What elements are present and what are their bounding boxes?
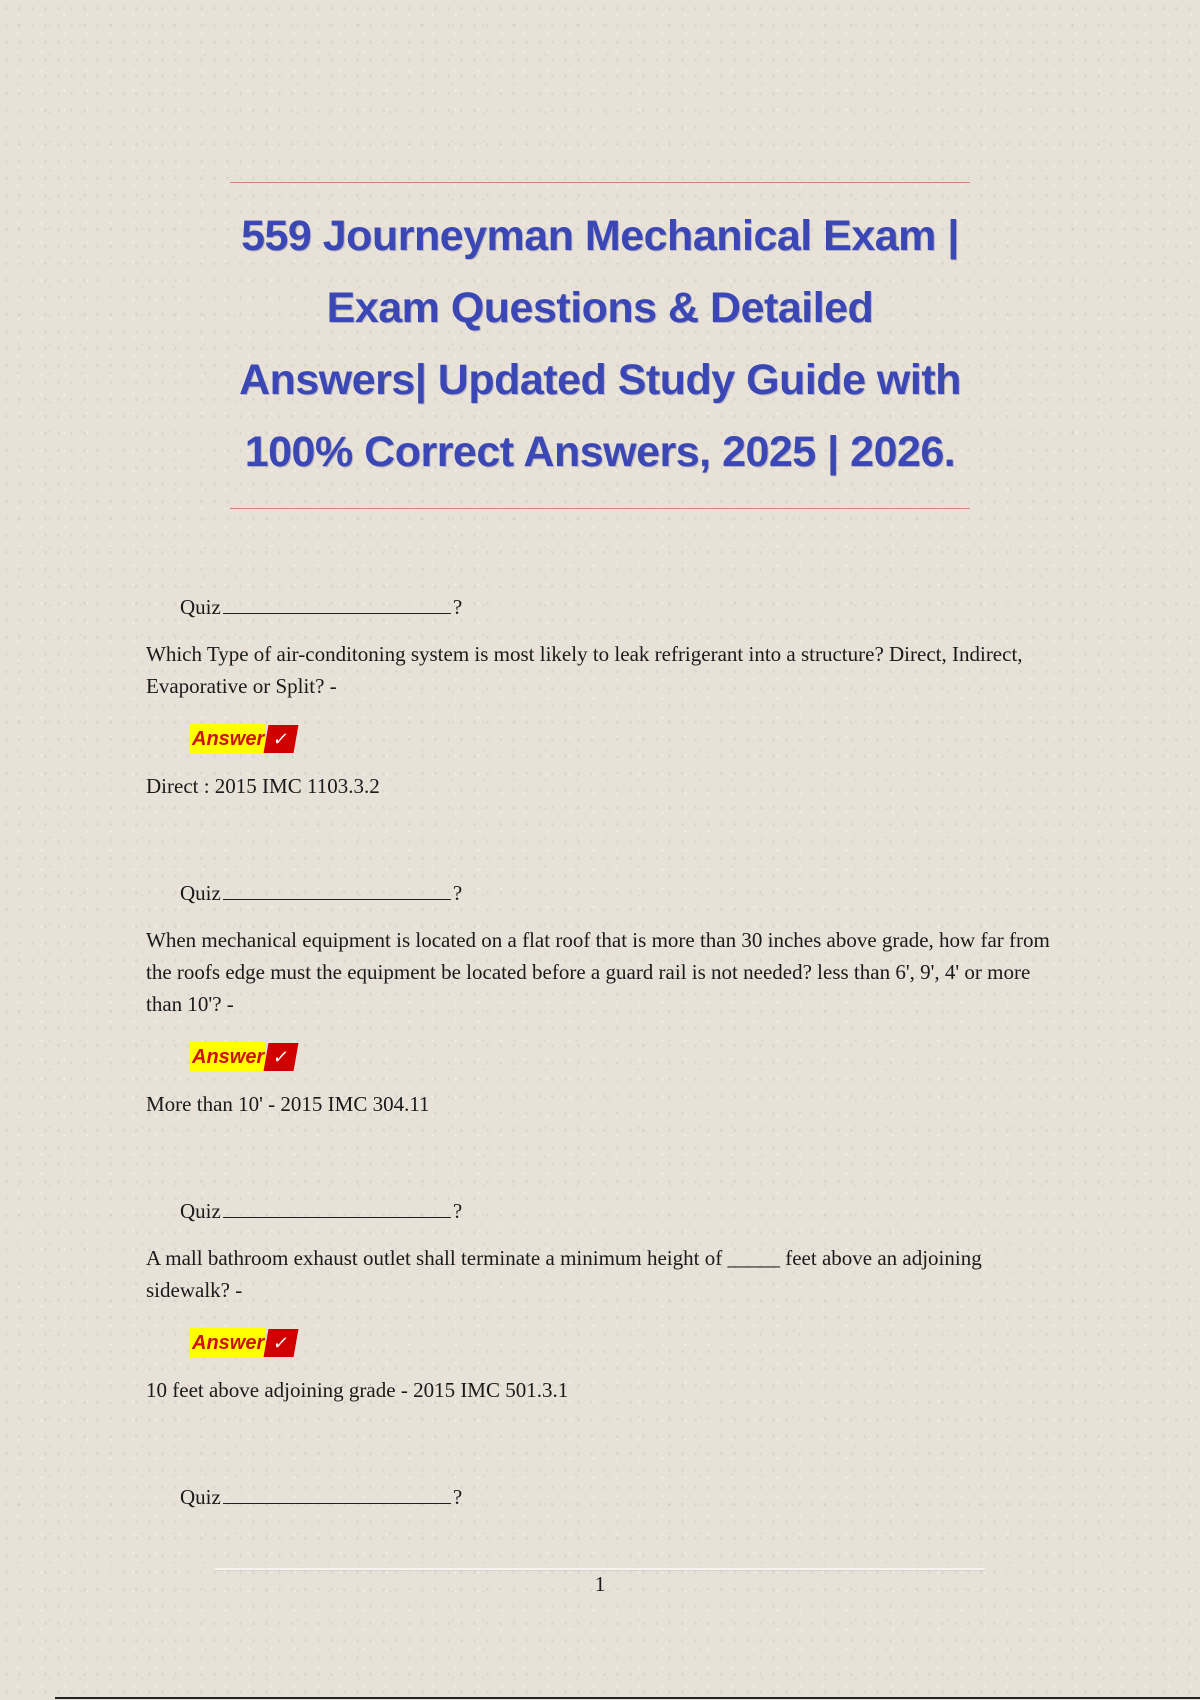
- quiz-heading: [180, 590, 1066, 624]
- quiz-heading: [180, 1194, 1066, 1228]
- qa-list: [146, 590, 1066, 1514]
- quiz-blank: [223, 1481, 451, 1504]
- question-text: A mall bathroom exhaust outlet shall terminate a minimum height of _____ feet above an adjoining sidewalk? -: [146, 1246, 982, 1302]
- answer-text: 10 feet above adjoining grade - 2015 IMC 501.3.1: [146, 1378, 569, 1402]
- quiz-label: Quiz: [180, 881, 221, 905]
- checkmark-icon: ✓: [264, 1043, 299, 1071]
- page-bottom-border: [55, 1697, 1200, 1699]
- title-line: Exam Questions & Detailed: [326, 284, 874, 332]
- answer-badge: [190, 1042, 296, 1072]
- page-number: 1: [594, 1572, 606, 1596]
- answer-label: Answer: [190, 1042, 266, 1072]
- footer-rule: [215, 1568, 985, 1570]
- answer-badge: [190, 1328, 296, 1358]
- quiz-label: Quiz: [180, 1485, 221, 1509]
- answer-text: Direct : 2015 IMC 1103.3.2: [146, 774, 380, 798]
- title-line: Answers| Updated Study Guide with: [239, 356, 961, 404]
- quiz-heading: [180, 1480, 1066, 1514]
- qa-item: [146, 1480, 1066, 1514]
- question-text: Which Type of air-conditoning system is most likely to leak refrigerant into a structure? Direct, Indirect, Evaporative or Split? -: [146, 642, 1023, 698]
- answer-badge: [190, 724, 296, 754]
- qa-item: [146, 876, 1066, 1120]
- checkmark-icon: ✓: [264, 725, 299, 753]
- checkmark-icon: ✓: [264, 1329, 299, 1357]
- quiz-label: Quiz: [180, 595, 221, 619]
- quiz-suffix: ?: [452, 1485, 463, 1509]
- title-line: 559 Journeyman Mechanical Exam |: [241, 212, 959, 260]
- quiz-label: Quiz: [180, 1199, 221, 1223]
- qa-item: [146, 590, 1066, 802]
- document-title: [200, 200, 1000, 488]
- quiz-suffix: ?: [452, 881, 463, 905]
- quiz-blank: [223, 877, 451, 900]
- question-text: When mechanical equipment is located on a flat roof that is more than 30 inches above grade, how far from the roofs edge must the equipment be located before a guard rail is not needed? less than 6', 9', 4' or more than 10'? -: [146, 928, 1050, 1016]
- quiz-blank: [223, 1195, 451, 1218]
- answer-label: Answer: [190, 1328, 266, 1358]
- quiz-suffix: ?: [452, 1199, 463, 1223]
- quiz-heading: [180, 876, 1066, 910]
- quiz-blank: [223, 591, 451, 614]
- title-line: 100% Correct Answers, 2025 | 2026.: [244, 428, 956, 476]
- title-top-rule: [230, 182, 970, 183]
- title-bottom-rule: [230, 508, 970, 509]
- qa-item: [146, 1194, 1066, 1406]
- answer-label: Answer: [190, 724, 266, 754]
- answer-text: More than 10' - 2015 IMC 304.11: [146, 1092, 430, 1116]
- quiz-suffix: ?: [452, 595, 463, 619]
